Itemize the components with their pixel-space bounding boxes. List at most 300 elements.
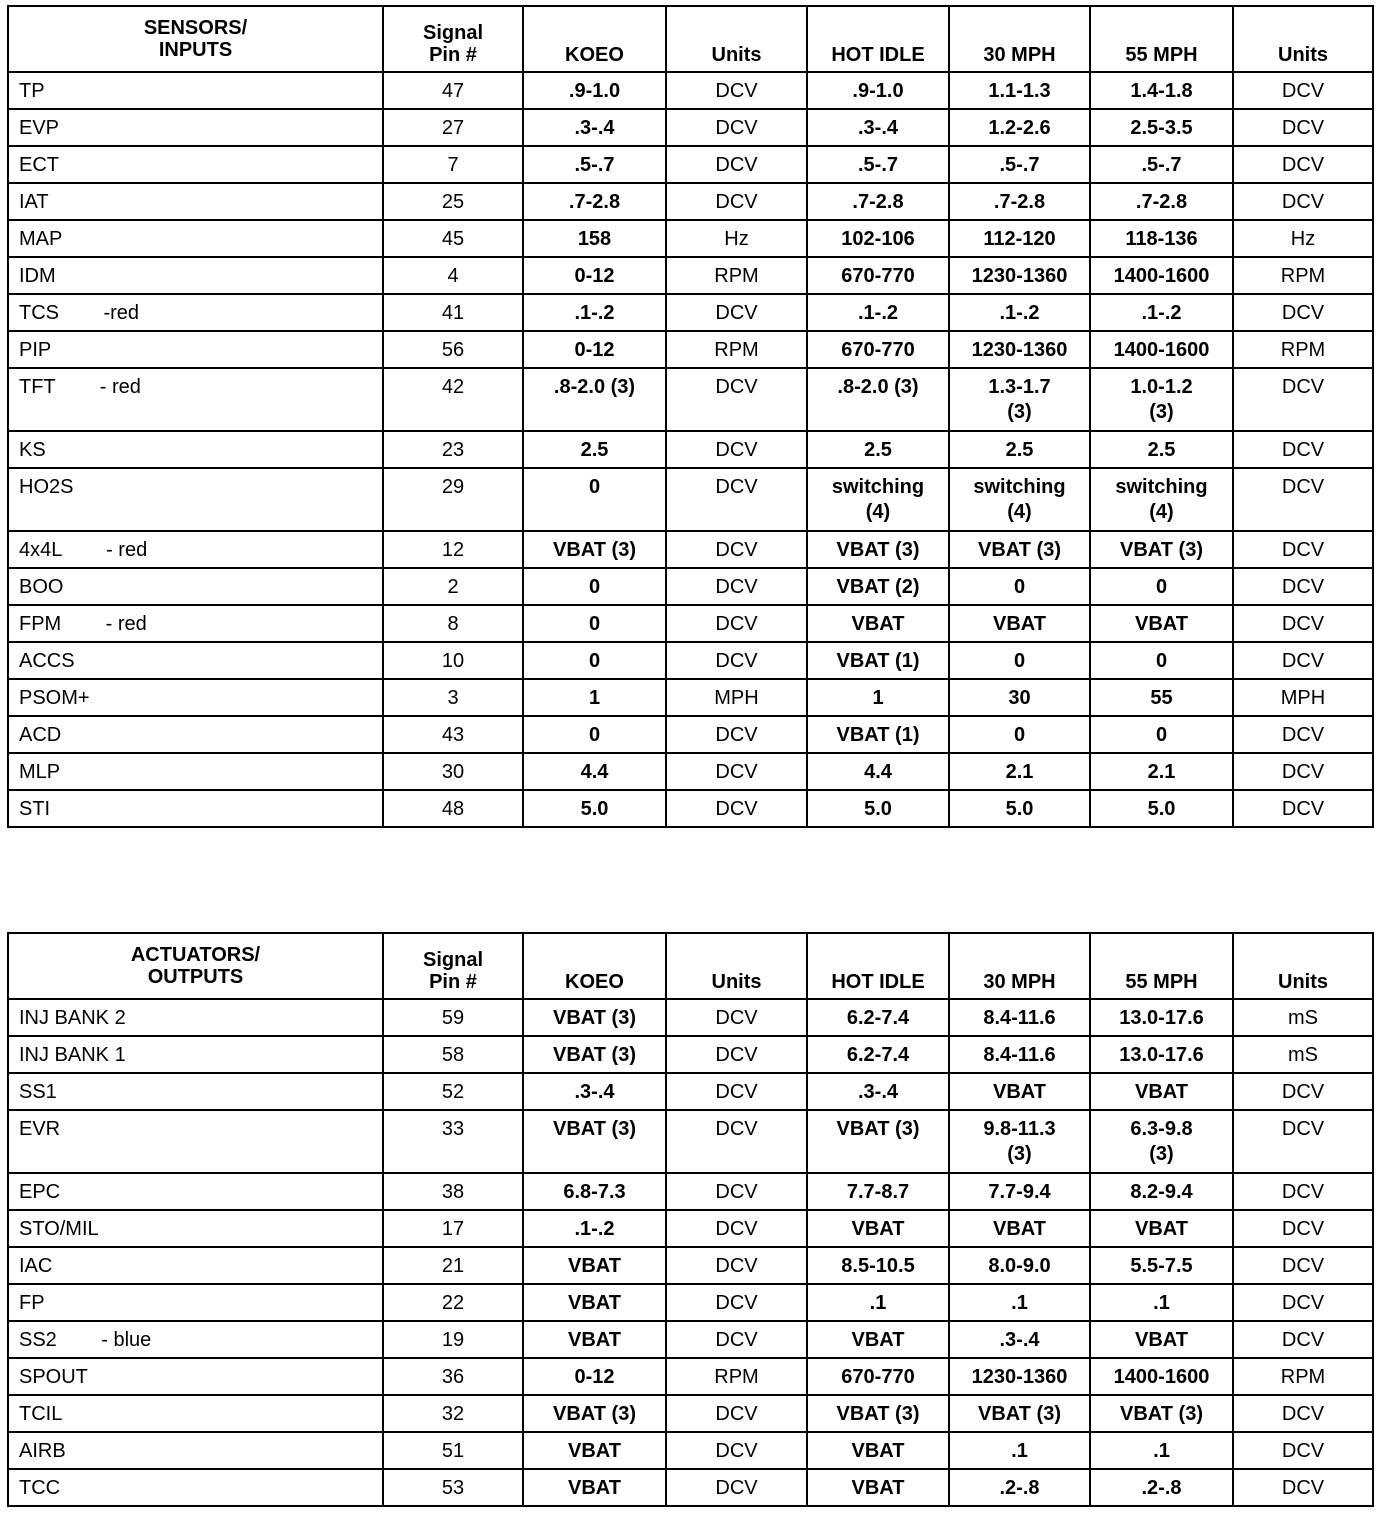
cell-signal-pin: 47 [383,72,523,109]
cell-name: EVR [8,1110,383,1173]
cell-name: SS2 - blue [8,1321,383,1358]
cell-55-mph: 2.5-3.5 [1090,109,1233,146]
cell-units: DCV [666,294,807,331]
cell-hot-idle: .3-.4 [807,109,949,146]
30-mph-header: 30 MPH [949,6,1090,72]
cell-units: DCV [666,109,807,146]
cell-30-mph: .7-2.8 [949,183,1090,220]
cell-units: DCV [1233,1284,1373,1321]
table-row [8,431,1373,468]
cell-hot-idle: 7.7-8.7 [807,1173,949,1210]
table-row [8,1173,1373,1210]
cell-55-mph: 13.0-17.6 [1090,999,1233,1036]
cell-name: IAC [8,1247,383,1284]
cell-signal-pin: 21 [383,1247,523,1284]
cell-signal-pin: 52 [383,1073,523,1110]
cell-hot-idle: VBAT (3) [807,531,949,568]
cell-units: DCV [666,1110,807,1173]
cell-55-mph: VBAT (3) [1090,1395,1233,1432]
cell-30-mph: 2.5 [949,431,1090,468]
cell-30-mph: 112-120 [949,220,1090,257]
cell-30-mph: .1 [949,1284,1090,1321]
cell-signal-pin: 27 [383,109,523,146]
cell-name: FPM - red [8,605,383,642]
cell-hot-idle: VBAT (2) [807,568,949,605]
cell-30-mph: VBAT (3) [949,531,1090,568]
cell-units: DCV [666,1247,807,1284]
table-row [8,531,1373,568]
cell-name: TCS -red [8,294,383,331]
cell-hot-idle: 5.0 [807,790,949,827]
cell-55-mph: 1.4-1.8 [1090,72,1233,109]
cell-hot-idle: 1 [807,679,949,716]
table-row [8,716,1373,753]
cell-units: DCV [666,999,807,1036]
cell-name: SS1 [8,1073,383,1110]
cell-koeo: .1-.2 [523,1210,666,1247]
cell-koeo: VBAT [523,1469,666,1506]
table-row [8,1358,1373,1395]
table-row [8,468,1373,531]
cell-55-mph: 1.0-1.2 (3) [1090,368,1233,431]
cell-units: DCV [666,1210,807,1247]
cell-55-mph: 0 [1090,716,1233,753]
cell-koeo: VBAT [523,1284,666,1321]
table-row [8,146,1373,183]
cell-koeo: VBAT [523,1247,666,1284]
cell-55-mph: VBAT [1090,605,1233,642]
cell-55-mph: .7-2.8 [1090,183,1233,220]
cell-30-mph: 1.2-2.6 [949,109,1090,146]
cell-30-mph: 8.0-9.0 [949,1247,1090,1284]
table-row [8,220,1373,257]
cell-koeo: VBAT (3) [523,1110,666,1173]
cell-30-mph: 30 [949,679,1090,716]
cell-units: DCV [1233,368,1373,431]
cell-units: DCV [1233,605,1373,642]
cell-name: MAP [8,220,383,257]
cell-name: STO/MIL [8,1210,383,1247]
cell-hot-idle: 2.5 [807,431,949,468]
cell-30-mph: 0 [949,642,1090,679]
cell-name: INJ BANK 2 [8,999,383,1036]
cell-name: ACCS [8,642,383,679]
cell-30-mph: 8.4-11.6 [949,999,1090,1036]
cell-30-mph: 5.0 [949,790,1090,827]
cell-units: DCV [1233,1432,1373,1469]
cell-55-mph: .1-.2 [1090,294,1233,331]
cell-koeo: 158 [523,220,666,257]
cell-units: DCV [1233,753,1373,790]
cell-name: HO2S [8,468,383,531]
cell-hot-idle: VBAT [807,1321,949,1358]
cell-name: IAT [8,183,383,220]
cell-units: DCV [1233,72,1373,109]
actuators-outputs-table [7,932,1374,1507]
table-row [8,72,1373,109]
cell-hot-idle: 4.4 [807,753,949,790]
cell-koeo: VBAT [523,1432,666,1469]
cell-units: DCV [1233,790,1373,827]
cell-units: DCV [666,1321,807,1358]
table-row [8,1036,1373,1073]
cell-30-mph: 2.1 [949,753,1090,790]
cell-signal-pin: 53 [383,1469,523,1506]
cell-55-mph: VBAT (3) [1090,531,1233,568]
table-row [8,1469,1373,1506]
koeo-header: KOEO [523,933,666,999]
table-row [8,368,1373,431]
cell-units: DCV [1233,531,1373,568]
cell-hot-idle: 670-770 [807,257,949,294]
cell-koeo: .1-.2 [523,294,666,331]
cell-name: INJ BANK 1 [8,1036,383,1073]
cell-units: DCV [666,716,807,753]
cell-name: IDM [8,257,383,294]
cell-units: DCV [1233,146,1373,183]
cell-signal-pin: 19 [383,1321,523,1358]
signal-pin-header: Signal Pin # [383,6,523,72]
cell-koeo: VBAT (3) [523,1036,666,1073]
cell-30-mph: VBAT [949,605,1090,642]
cell-units: DCV [666,368,807,431]
hot-idle-header: HOT IDLE [807,6,949,72]
cell-units: DCV [666,146,807,183]
cell-koeo: .9-1.0 [523,72,666,109]
hot-idle-header: HOT IDLE [807,933,949,999]
cell-units: DCV [666,1173,807,1210]
cell-30-mph: .1 [949,1432,1090,1469]
cell-hot-idle: VBAT (3) [807,1110,949,1173]
cell-units: MPH [666,679,807,716]
cell-units: DCV [1233,1469,1373,1506]
cell-koeo: 5.0 [523,790,666,827]
cell-signal-pin: 33 [383,1110,523,1173]
table-row [8,1247,1373,1284]
cell-55-mph: switching (4) [1090,468,1233,531]
cell-units: DCV [1233,716,1373,753]
cell-name: ECT [8,146,383,183]
cell-koeo: 2.5 [523,431,666,468]
cell-signal-pin: 17 [383,1210,523,1247]
cell-units: DCV [1233,109,1373,146]
cell-30-mph: .3-.4 [949,1321,1090,1358]
cell-units: DCV [666,790,807,827]
cell-hot-idle: 8.5-10.5 [807,1247,949,1284]
cell-koeo: .7-2.8 [523,183,666,220]
30-mph-header: 30 MPH [949,933,1090,999]
cell-30-mph: 8.4-11.6 [949,1036,1090,1073]
table-row [8,1395,1373,1432]
cell-units: RPM [666,331,807,368]
table-row [8,753,1373,790]
sensors-table-body [8,72,1373,827]
cell-signal-pin: 3 [383,679,523,716]
cell-signal-pin: 22 [383,1284,523,1321]
cell-koeo: 0-12 [523,1358,666,1395]
cell-55-mph: 13.0-17.6 [1090,1036,1233,1073]
cell-name: STI [8,790,383,827]
cell-30-mph: switching (4) [949,468,1090,531]
cell-hot-idle: VBAT (3) [807,1395,949,1432]
cell-signal-pin: 32 [383,1395,523,1432]
cell-55-mph: .1 [1090,1432,1233,1469]
cell-koeo: 0 [523,716,666,753]
cell-name: TFT - red [8,368,383,431]
table-row [8,1110,1373,1173]
cell-units: DCV [1233,1321,1373,1358]
cell-30-mph: 1230-1360 [949,257,1090,294]
koeo-header: KOEO [523,6,666,72]
cell-koeo: .3-.4 [523,109,666,146]
cell-name: MLP [8,753,383,790]
cell-units: DCV [666,1073,807,1110]
cell-55-mph: .2-.8 [1090,1469,1233,1506]
cell-55-mph: 1400-1600 [1090,257,1233,294]
cell-signal-pin: 2 [383,568,523,605]
55-mph-header: 55 MPH [1090,933,1233,999]
cell-koeo: VBAT (3) [523,999,666,1036]
cell-units: RPM [666,257,807,294]
table-row [8,605,1373,642]
cell-units: DCV [1233,468,1373,531]
cell-signal-pin: 56 [383,331,523,368]
cell-hot-idle: VBAT [807,1469,949,1506]
cell-30-mph: .5-.7 [949,146,1090,183]
cell-hot-idle: 670-770 [807,331,949,368]
cell-55-mph: 55 [1090,679,1233,716]
cell-name: KS [8,431,383,468]
table-row [8,294,1373,331]
cell-units: DCV [1233,1247,1373,1284]
cell-units: DCV [666,1469,807,1506]
cell-signal-pin: 29 [383,468,523,531]
sensors-inputs-table [7,5,1374,828]
cell-name: SPOUT [8,1358,383,1395]
cell-units: DCV [1233,642,1373,679]
cell-units: DCV [666,753,807,790]
cell-name: EPC [8,1173,383,1210]
cell-30-mph: 1.1-1.3 [949,72,1090,109]
cell-koeo: 0 [523,642,666,679]
cell-units: DCV [666,468,807,531]
cell-hot-idle: .5-.7 [807,146,949,183]
cell-units: MPH [1233,679,1373,716]
cell-units: Hz [666,220,807,257]
cell-units: DCV [666,431,807,468]
cell-55-mph: 118-136 [1090,220,1233,257]
cell-name: EVP [8,109,383,146]
cell-units: DCV [666,642,807,679]
cell-hot-idle: .3-.4 [807,1073,949,1110]
cell-hot-idle: switching (4) [807,468,949,531]
cell-55-mph: 1400-1600 [1090,331,1233,368]
cell-name: 4x4L - red [8,531,383,568]
table-row [8,1284,1373,1321]
table-row [8,257,1373,294]
cell-units: DCV [666,183,807,220]
cell-hot-idle: .9-1.0 [807,72,949,109]
cell-units: DCV [1233,183,1373,220]
table-row [8,183,1373,220]
cell-koeo: 0-12 [523,257,666,294]
55-mph-header: 55 MPH [1090,6,1233,72]
cell-signal-pin: 42 [383,368,523,431]
cell-koeo: VBAT (3) [523,1395,666,1432]
cell-30-mph: VBAT [949,1073,1090,1110]
cell-name: TCC [8,1469,383,1506]
cell-koeo: VBAT (3) [523,531,666,568]
cell-units: RPM [1233,1358,1373,1395]
table-row [8,1432,1373,1469]
cell-units: RPM [666,1358,807,1395]
actuators-table-body [8,999,1373,1506]
cell-hot-idle: 670-770 [807,1358,949,1395]
cell-units: DCV [1233,431,1373,468]
cell-units: DCV [666,605,807,642]
cell-55-mph: 2.1 [1090,753,1233,790]
cell-55-mph: 6.3-9.8 (3) [1090,1110,1233,1173]
cell-hot-idle: 6.2-7.4 [807,1036,949,1073]
cell-signal-pin: 59 [383,999,523,1036]
cell-signal-pin: 23 [383,431,523,468]
cell-units: DCV [666,531,807,568]
cell-hot-idle: .1-.2 [807,294,949,331]
table-header-row [8,6,1373,72]
cell-units: DCV [666,568,807,605]
cell-30-mph: 7.7-9.4 [949,1173,1090,1210]
cell-55-mph: 0 [1090,642,1233,679]
table-row [8,1073,1373,1110]
cell-signal-pin: 58 [383,1036,523,1073]
cell-30-mph: 1230-1360 [949,331,1090,368]
cell-units: DCV [1233,294,1373,331]
cell-koeo: 0-12 [523,331,666,368]
units-header: Units [1233,933,1373,999]
cell-koeo: .8-2.0 (3) [523,368,666,431]
cell-hot-idle: .1 [807,1284,949,1321]
cell-name: TCIL [8,1395,383,1432]
cell-koeo: .3-.4 [523,1073,666,1110]
cell-signal-pin: 36 [383,1358,523,1395]
cell-55-mph: 8.2-9.4 [1090,1173,1233,1210]
cell-units: DCV [666,1284,807,1321]
cell-koeo: VBAT [523,1321,666,1358]
cell-55-mph: VBAT [1090,1210,1233,1247]
cell-koeo: 1 [523,679,666,716]
cell-units: DCV [1233,1173,1373,1210]
actuators-outputs-header: ACTUATORS/ OUTPUTS [8,933,383,999]
cell-units: DCV [666,1036,807,1073]
cell-units: mS [1233,1036,1373,1073]
cell-hot-idle: VBAT [807,605,949,642]
cell-signal-pin: 51 [383,1432,523,1469]
cell-signal-pin: 10 [383,642,523,679]
cell-signal-pin: 4 [383,257,523,294]
units-header: Units [666,933,807,999]
cell-30-mph: VBAT [949,1210,1090,1247]
cell-signal-pin: 41 [383,294,523,331]
cell-units: DCV [1233,1210,1373,1247]
cell-30-mph: 0 [949,568,1090,605]
cell-koeo: 0 [523,605,666,642]
cell-units: DCV [666,1395,807,1432]
cell-30-mph: .1-.2 [949,294,1090,331]
sensors-inputs-header: SENSORS/ INPUTS [8,6,383,72]
cell-units: DCV [1233,568,1373,605]
cell-koeo: 4.4 [523,753,666,790]
cell-name: BOO [8,568,383,605]
cell-name: FP [8,1284,383,1321]
cell-55-mph: .1 [1090,1284,1233,1321]
cell-hot-idle: 6.2-7.4 [807,999,949,1036]
cell-30-mph: VBAT (3) [949,1395,1090,1432]
table-row [8,1210,1373,1247]
cell-55-mph: 5.5-7.5 [1090,1247,1233,1284]
cell-hot-idle: VBAT (1) [807,642,949,679]
cell-units: Hz [1233,220,1373,257]
cell-30-mph: 9.8-11.3 (3) [949,1110,1090,1173]
cell-signal-pin: 30 [383,753,523,790]
cell-55-mph: 5.0 [1090,790,1233,827]
cell-signal-pin: 43 [383,716,523,753]
cell-hot-idle: .7-2.8 [807,183,949,220]
cell-units: DCV [666,72,807,109]
cell-signal-pin: 12 [383,531,523,568]
table-row [8,642,1373,679]
cell-koeo: 0 [523,568,666,605]
cell-signal-pin: 38 [383,1173,523,1210]
cell-signal-pin: 8 [383,605,523,642]
cell-name: TP [8,72,383,109]
cell-units: RPM [1233,331,1373,368]
units-header: Units [1233,6,1373,72]
cell-55-mph: 2.5 [1090,431,1233,468]
cell-hot-idle: VBAT [807,1432,949,1469]
signal-pin-header: Signal Pin # [383,933,523,999]
cell-hot-idle: 102-106 [807,220,949,257]
cell-signal-pin: 45 [383,220,523,257]
cell-hot-idle: .8-2.0 (3) [807,368,949,431]
table-row [8,999,1373,1036]
units-header: Units [666,6,807,72]
cell-name: AIRB [8,1432,383,1469]
cell-55-mph: 0 [1090,568,1233,605]
cell-name: ACD [8,716,383,753]
table-header-row [8,933,1373,999]
cell-units: DCV [1233,1073,1373,1110]
cell-30-mph: 0 [949,716,1090,753]
table-row [8,109,1373,146]
table-row [8,679,1373,716]
table-row [8,1321,1373,1358]
cell-units: DCV [1233,1395,1373,1432]
cell-units: DCV [666,1432,807,1469]
cell-koeo: .5-.7 [523,146,666,183]
cell-hot-idle: VBAT [807,1210,949,1247]
cell-55-mph: VBAT [1090,1073,1233,1110]
cell-55-mph: 1400-1600 [1090,1358,1233,1395]
cell-units: mS [1233,999,1373,1036]
table-row [8,790,1373,827]
cell-30-mph: 1.3-1.7 (3) [949,368,1090,431]
cell-name: PSOM+ [8,679,383,716]
cell-units: DCV [1233,1110,1373,1173]
cell-signal-pin: 7 [383,146,523,183]
table-row [8,568,1373,605]
cell-koeo: 6.8-7.3 [523,1173,666,1210]
cell-name: PIP [8,331,383,368]
